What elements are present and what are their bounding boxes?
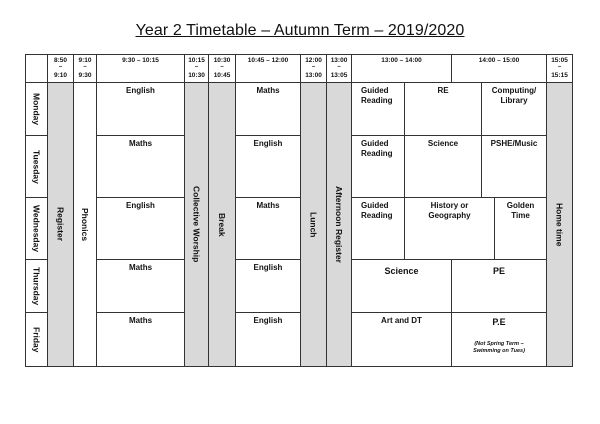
column-phonics <box>73 82 97 367</box>
column-break <box>208 82 236 367</box>
monday-guided-reading: Guided Reading <box>351 82 405 136</box>
phonics-end: 9:30 <box>78 72 92 79</box>
phonics-start: 9:10 <box>78 57 92 64</box>
thursday-pe: PE <box>451 259 547 313</box>
lunch-sep: – <box>311 64 316 70</box>
register-sep: – <box>58 64 63 70</box>
lunch-end: 13:00 <box>305 72 322 79</box>
header-lunch-time <box>300 54 327 83</box>
session2-thursday: English <box>235 259 301 313</box>
wednesday-guided-reading: Guided Reading <box>351 197 405 260</box>
day-monday <box>25 82 48 136</box>
header-worship-time <box>184 54 209 83</box>
column-home-time <box>546 82 573 367</box>
break-label: Break <box>217 212 228 237</box>
worship-label: Collective Worship <box>191 186 202 263</box>
day-label: Wednesday <box>31 204 42 253</box>
register-end: 9:10 <box>53 72 67 79</box>
lunch-label: Lunch <box>308 211 319 238</box>
areg-start: 13:00 <box>330 57 348 64</box>
header-afternoon-register-time <box>326 54 352 83</box>
day-label: Friday <box>31 326 42 353</box>
session2-friday: English <box>235 312 301 367</box>
header-session4-time <box>451 54 547 83</box>
day-thursday <box>25 259 48 313</box>
afternoon-register-label: Afternoon Register <box>334 186 345 263</box>
break-end: 10:45 <box>213 72 231 79</box>
friday-pe-note: (Not Spring Term – Swimming on Tues) <box>473 341 525 355</box>
lunch-start: 12:00 <box>305 57 322 64</box>
session2-tuesday: English <box>235 135 301 198</box>
header-register-time <box>47 54 74 83</box>
break-sep: – <box>220 64 224 70</box>
monday-computing-library: Computing/ Library <box>481 82 547 136</box>
session2-wednesday: Maths <box>235 197 301 260</box>
areg-sep: – <box>337 64 341 70</box>
header-session2-time <box>235 54 301 83</box>
home-time-label: Home time <box>554 202 565 247</box>
tuesday-science: Science <box>404 135 482 198</box>
session2-monday: Maths <box>235 82 301 136</box>
session3-time: 13:00 – 14:00 <box>381 57 422 64</box>
wednesday-history-geography: History or Geography <box>404 197 495 260</box>
session2-time: 10:45 – 12:00 <box>247 57 289 64</box>
day-label: Monday <box>31 92 42 126</box>
phonics-sep: – <box>83 64 87 70</box>
header-home-time <box>546 54 573 83</box>
session1-wednesday: English <box>96 197 185 260</box>
day-label: Tuesday <box>31 149 42 184</box>
friday-pe-cell <box>451 312 547 367</box>
day-tuesday <box>25 135 48 198</box>
wednesday-golden-time: Golden Time <box>494 197 547 260</box>
corner-cell <box>25 54 48 83</box>
register-label: Register <box>55 207 66 242</box>
register-start: 8:50 <box>53 57 67 64</box>
phonics-label: Phonics <box>80 207 91 242</box>
header-session1-time <box>96 54 185 83</box>
friday-pe: P.E <box>492 317 506 327</box>
session1-friday: Maths <box>96 312 185 367</box>
day-wednesday <box>25 197 48 260</box>
session1-time: 9:30 – 10:15 <box>122 57 159 64</box>
day-friday <box>25 312 48 367</box>
column-register <box>47 82 74 367</box>
header-break-time <box>208 54 236 83</box>
thursday-science: Science <box>351 259 452 313</box>
session1-tuesday: Maths <box>96 135 185 198</box>
monday-re: RE <box>404 82 482 136</box>
header-session3-time <box>351 54 452 83</box>
session1-monday: English <box>96 82 185 136</box>
column-afternoon-register <box>326 82 352 367</box>
break-start: 10:30 <box>213 57 231 64</box>
worship-start: 10:15 <box>188 57 205 64</box>
day-label: Thursday <box>31 266 42 306</box>
home-end: 15:15 <box>551 72 568 79</box>
worship-sep: – <box>194 64 199 70</box>
tuesday-pshe-music: PSHE/Music <box>481 135 547 198</box>
column-collective-worship <box>184 82 209 367</box>
areg-end: 13:05 <box>330 72 348 79</box>
page-title: Year 2 Timetable – Autumn Term – 2019/2020 <box>135 22 465 39</box>
tuesday-guided-reading: Guided Reading <box>351 135 405 198</box>
home-sep: – <box>557 64 562 70</box>
home-start: 15:05 <box>551 57 568 64</box>
friday-art-dt: Art and DT <box>351 312 452 367</box>
session1-thursday: Maths <box>96 259 185 313</box>
column-lunch <box>300 82 327 367</box>
header-phonics-time <box>73 54 97 83</box>
worship-end: 10:30 <box>188 72 205 79</box>
session4-time: 14:00 – 15:00 <box>478 57 520 64</box>
